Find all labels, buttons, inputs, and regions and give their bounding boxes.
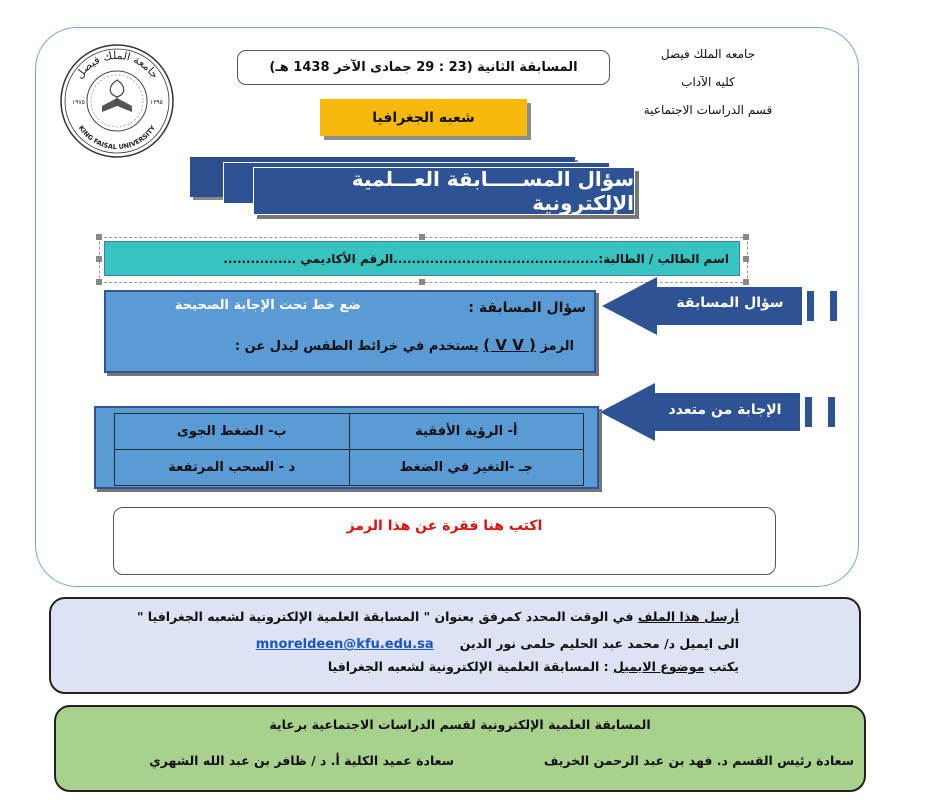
student-name-field[interactable] — [104, 241, 740, 276]
submission-instructions — [49, 597, 861, 694]
resize-handle-ml[interactable] — [96, 256, 102, 262]
submission-line-1 — [137, 609, 739, 624]
question-symbol: ( V V ) — [483, 336, 536, 354]
banner-title: سؤال المســـــابقة العـــلمية الإلكترونية — [253, 167, 635, 215]
submission-recipient: الى ايميل د/ محمد عبد الحليم حلمى نور الدين — [459, 636, 739, 651]
option-c[interactable]: جـ -التغير في الضغط — [349, 450, 584, 486]
submission-line-1-rest: في الوقت المحدد كمرفق بعنوان " المسابقة العلمية الإلكترونية لشعبه الجغرافيا " — [136, 609, 634, 624]
logo-english-text: KING FAISAL UNIVERSITY — [76, 124, 158, 152]
email-link[interactable]: mnoreldeen@kfu.edu.sa — [255, 637, 434, 652]
submission-subject-label: موضوع الايميل — [613, 659, 705, 674]
option-d[interactable]: د - السحب المرتفعة — [115, 450, 350, 486]
resize-handle-tr[interactable] — [743, 234, 749, 240]
question-text-after: يستخدم في خرائط الطقس ليدل عن : — [234, 339, 479, 354]
resize-handle-bc[interactable] — [419, 279, 425, 285]
submission-subject-prefix: يكتب — [708, 659, 739, 674]
department-name: قسم الدراسات الاجتماعية — [643, 103, 773, 117]
answers-box — [94, 406, 599, 489]
sponsor-title: المسابقة العلمية الإلكترونية لقسم الدراسات الاجتماعية برعاية — [269, 717, 651, 732]
student-name-text: اسم الطالب / الطالبة:.............................................الرقم الأكاديمي ................ — [223, 251, 729, 266]
option-a[interactable]: أ- الرؤية الأفقية — [349, 414, 584, 450]
university-logo — [58, 42, 176, 160]
question-text-before: الرمز — [540, 339, 574, 354]
sponsor-college-dean: سعادة عميد الكلية أ. د / ظافر بن عبد الله الشهري — [149, 753, 454, 768]
write-answer-box[interactable] — [113, 507, 776, 575]
section-label: شعبه الجغرافيا — [320, 99, 527, 136]
sponsor-box — [54, 705, 866, 792]
resize-handle-mr[interactable] — [743, 256, 749, 262]
logo-year-left: ١٩٧٥ — [72, 99, 85, 106]
write-prompt: اكتب هنا فقرة عن هذا الرمز — [346, 518, 543, 534]
resize-handle-tl[interactable] — [96, 234, 102, 240]
competition-title: المسابقة الثانية (23 : 29 جمادى الآخر 1438 هـ) — [237, 50, 610, 85]
submission-send-file: أرسل هذا الملف — [637, 609, 739, 624]
option-b[interactable]: ب- الضغط الجوى — [115, 414, 350, 450]
logo-arabic-text: جامعة الملك فيصل — [72, 48, 162, 82]
question-arrow-label: سؤال المسابقة — [676, 295, 784, 311]
question-box — [104, 290, 596, 373]
university-name: جامعه الملك فيصل — [660, 47, 756, 61]
submission-line-3 — [328, 659, 739, 674]
question-label: سؤال المسابقة : — [468, 300, 586, 316]
resize-handle-tc[interactable] — [419, 234, 425, 240]
answers-arrow-label: الإجابة من متعدد — [668, 402, 782, 418]
resize-handle-bl[interactable] — [96, 279, 102, 285]
submission-line-2 — [256, 636, 739, 652]
submission-subject: : المسابقة العلمية الإلكترونية لشعبه الجغرافيا — [327, 659, 609, 674]
sponsor-department-head: سعادة رئيس القسم د. فهد بن عبد الرحمن الخريف — [543, 753, 854, 768]
logo-year-right: ١٣٩٥ — [150, 99, 163, 106]
university-info — [638, 40, 778, 124]
question-text — [235, 336, 574, 354]
question-instruction: ضع خط تحت الإجابة الصحيحة — [174, 298, 361, 313]
college-name: كليه الآداب — [681, 75, 735, 89]
